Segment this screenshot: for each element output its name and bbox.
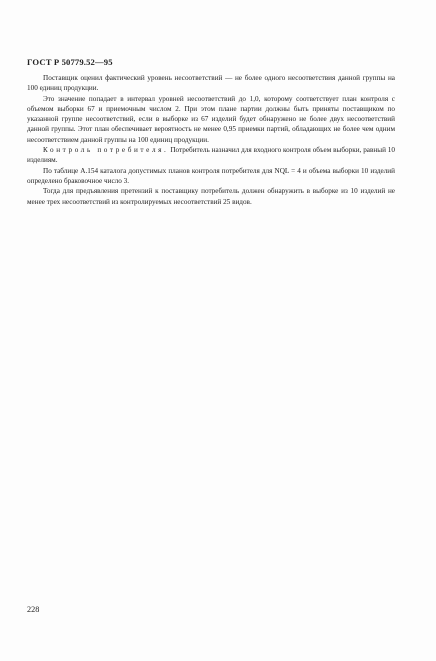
standard-designation: ГОСТ Р 50779.52—95 <box>27 57 113 67</box>
paragraph-consumer-control <box>27 145 395 166</box>
paragraph-supplier-estimate: Поставщик оценил фактический уровень несоответствий — не более одного несоответствия данной группы на 100 единиц продукции. <box>27 74 395 93</box>
consumer-control-heading: Контроль потребителя. <box>43 146 169 155</box>
paragraph-claims: Тогда для предъявления претензий к поставщику потребитель должен обнаружить в выборке из 10 изделий не менее трех несоответствий из контролируемых несоответствий 25 видов. <box>27 187 395 206</box>
paragraph-sampling-plan: Это значение попадает в интервал уровней несоответствий до 1,0, которому соответствует план контроля с объемом выборки 67 и приемочным числом 2. При этом плане партии должны быть приняты поставщиком по указанной группе несоответствий, если в выборке из 67 изделий будет обнаружено не более двух несоответствий данной группы. Этот план обеспечивает вероятность не менее 0,95 приемки партий, обладающих не более чем одним несоответствием данной группы на 100 единиц продукции. <box>27 94 395 144</box>
consumer-control-text: Потребитель назначил для входного контроля объем выборки, равный 10 изделиям. <box>27 146 395 165</box>
paragraph-rejection-number: По таблице А.154 каталога допустимых планов контроля потребителя для NQL = 4 и объема выборки 10 изделий определено браковочное число 3. <box>27 166 395 185</box>
page-number: 228 <box>27 605 40 614</box>
body-text <box>27 73 395 207</box>
